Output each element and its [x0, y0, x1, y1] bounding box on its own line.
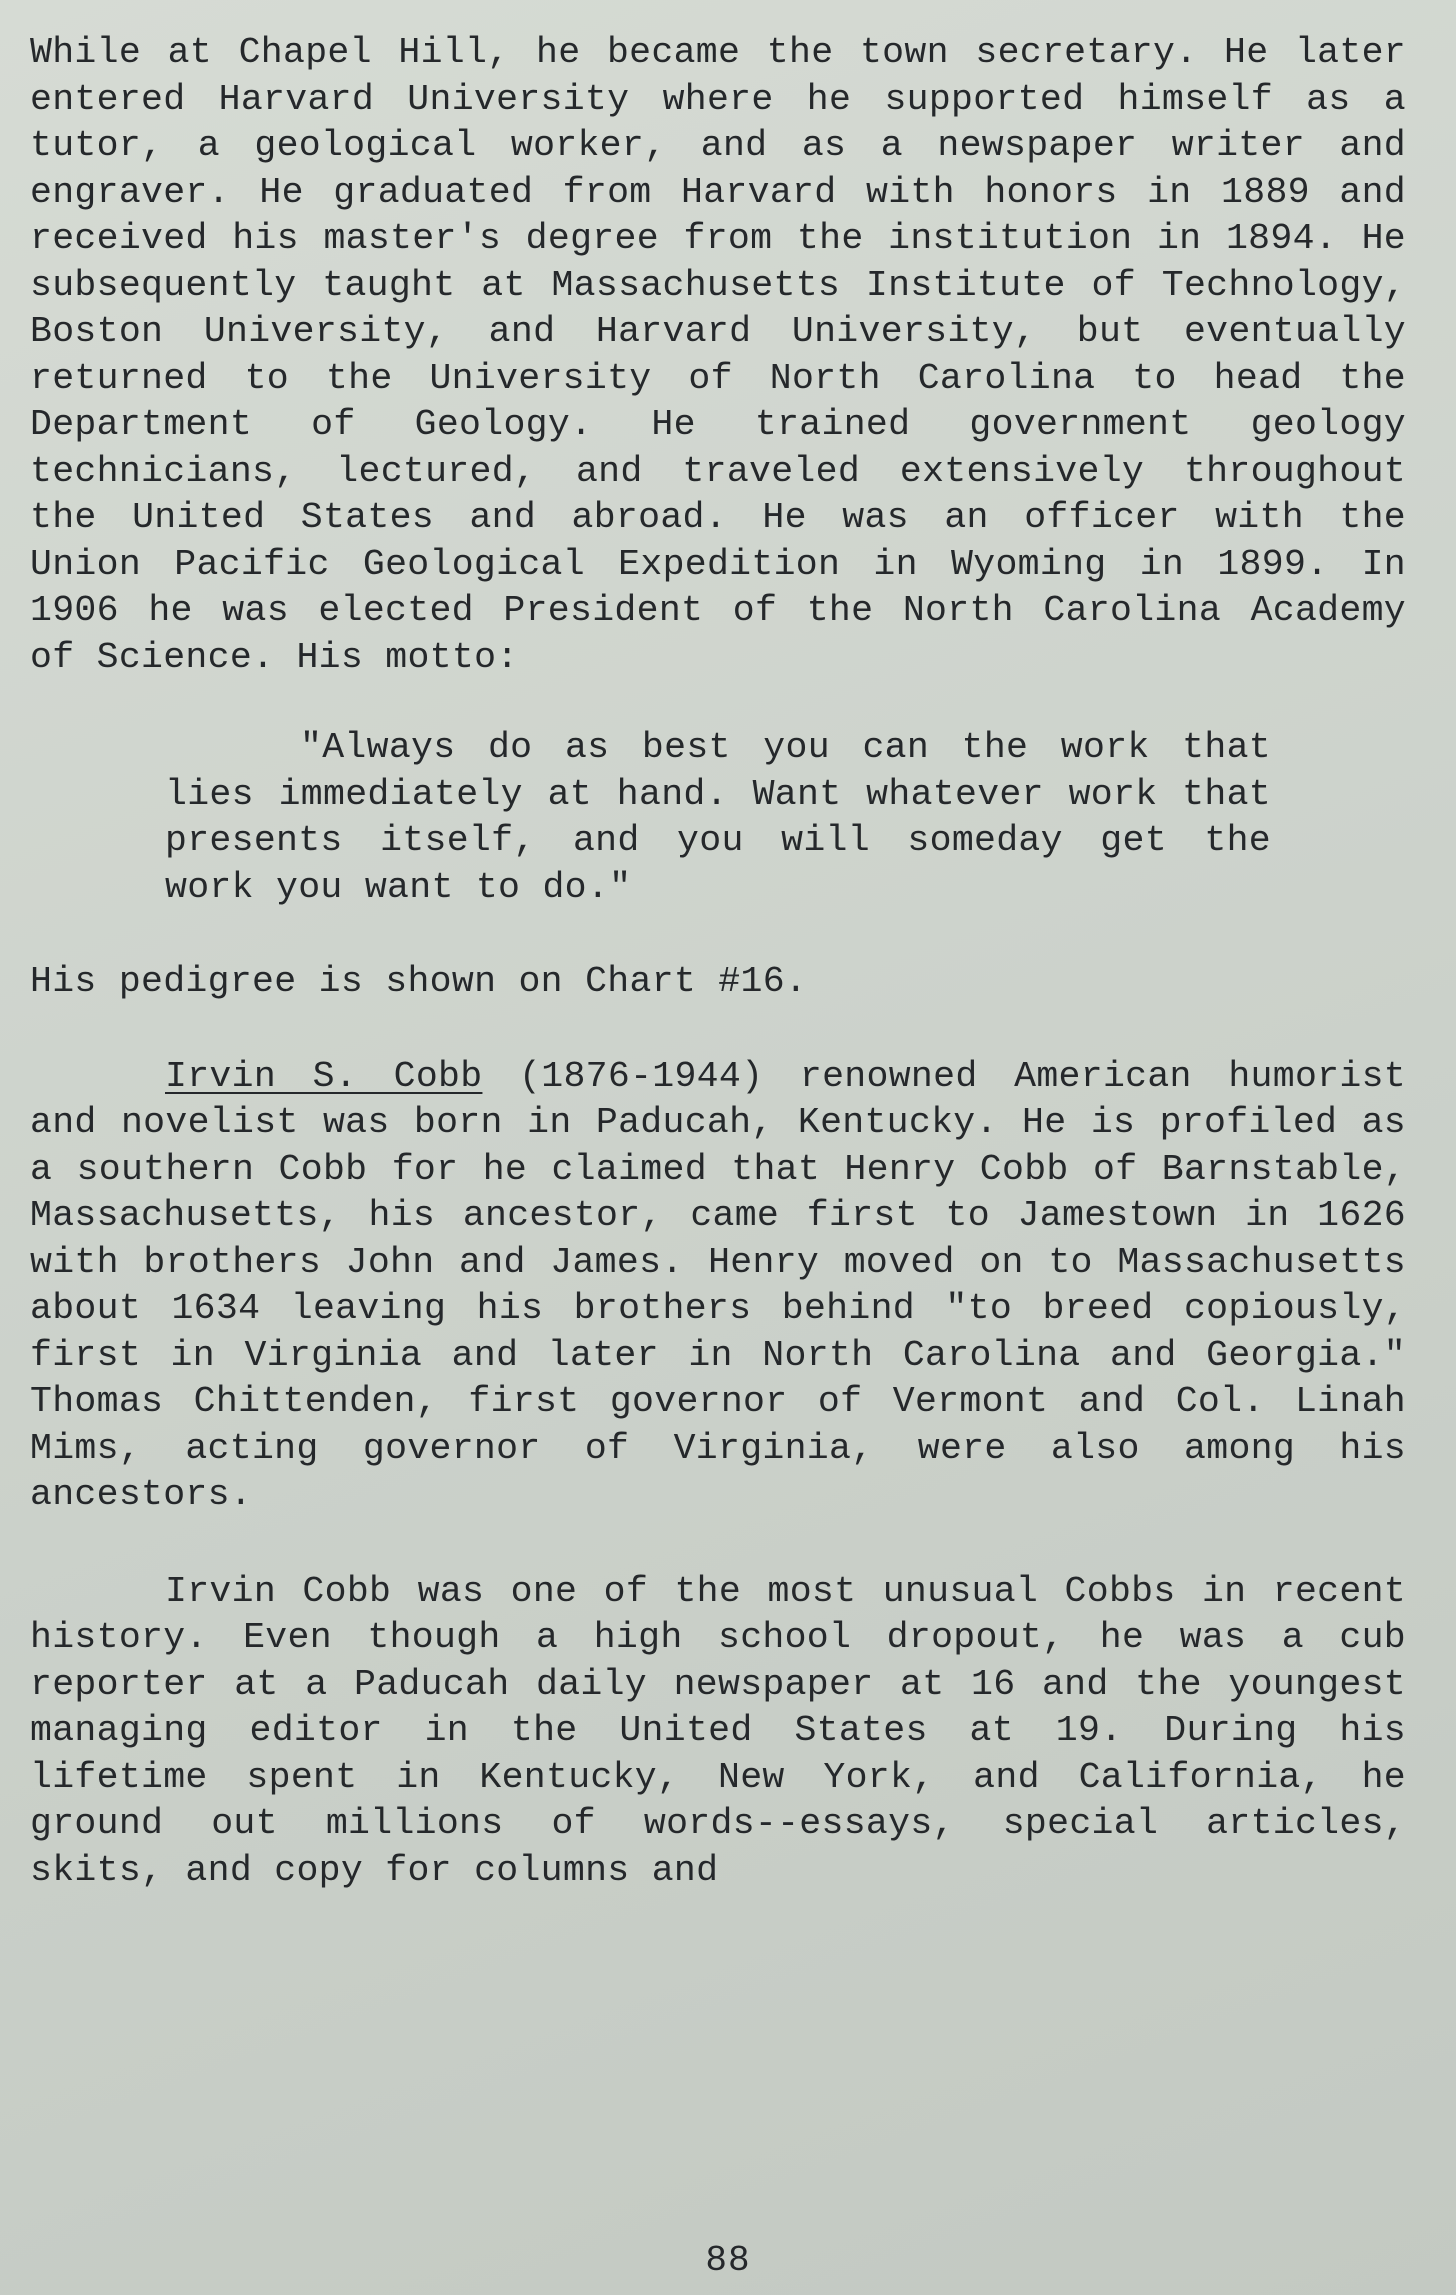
cobb-intro-text: (1876-1944) renowned American humorist and novelist was born in Paducah, Kentucky. He is profiled as a southern Cobb for he claimed that Henry Cobb of Barnstable, Massachusetts, his ancestor, came first to Jamestown in 1626 with brothers John and James. Henry moved on to Massachusetts about 1634 leaving his brothers behind "to breed copiously, first in Virginia and later in North Carolina and Georgia." Thomas Chittenden, first governor of Vermont and Col. Linah Mims, acting governor of Virginia, were also among his ancestors. [30, 1055, 1406, 1515]
intro-paragraph: While at Chapel Hill, he became the town secretary. He later entered Harvard University where he supported himself as a tutor, a geological worker, and as a newspaper writer and engraver. He graduated from Harvard with honors in 1889 and received his master's degree from the institution in 1894. He subsequently taught at Massachusetts Institute of Technology, Boston University, and Harvard University, but eventually returned to the University of North Carolina to head the Department of Geology. He trained government geology technicians, lectured, and traveled extensively throughout the United States and abroad. He was an officer with the Union Pacific Geological Expedition in Wyoming in 1899. In 1906 he was elected President of the North Carolina Academy of Science. His motto: [30, 32, 1406, 678]
cobb-name: Irvin S. Cobb [165, 1055, 483, 1097]
page-number: 88 [705, 2240, 751, 2281]
pedigree-line: His pedigree is shown on Chart #16. [30, 961, 808, 1002]
cobb-career-paragraph: Irvin Cobb was one of the most unusual Cobbs in recent history. Even though a high school dropout, he was a cub reporter at a Paducah daily newspaper at 16 and the youngest managing editor in the United States at 19. During his lifetime spent in Kentucky, New York, and California, he ground out millions of words--essays, special articles, skits, and copy for columns and [30, 1570, 1406, 1891]
motto-quote: "Always do as best you can the work that lies immediately at hand. Want whatever work that presents itself, and you will someday get the work you want to do." [165, 727, 1271, 908]
cobb-intro-paragraph [30, 1054, 1406, 1519]
